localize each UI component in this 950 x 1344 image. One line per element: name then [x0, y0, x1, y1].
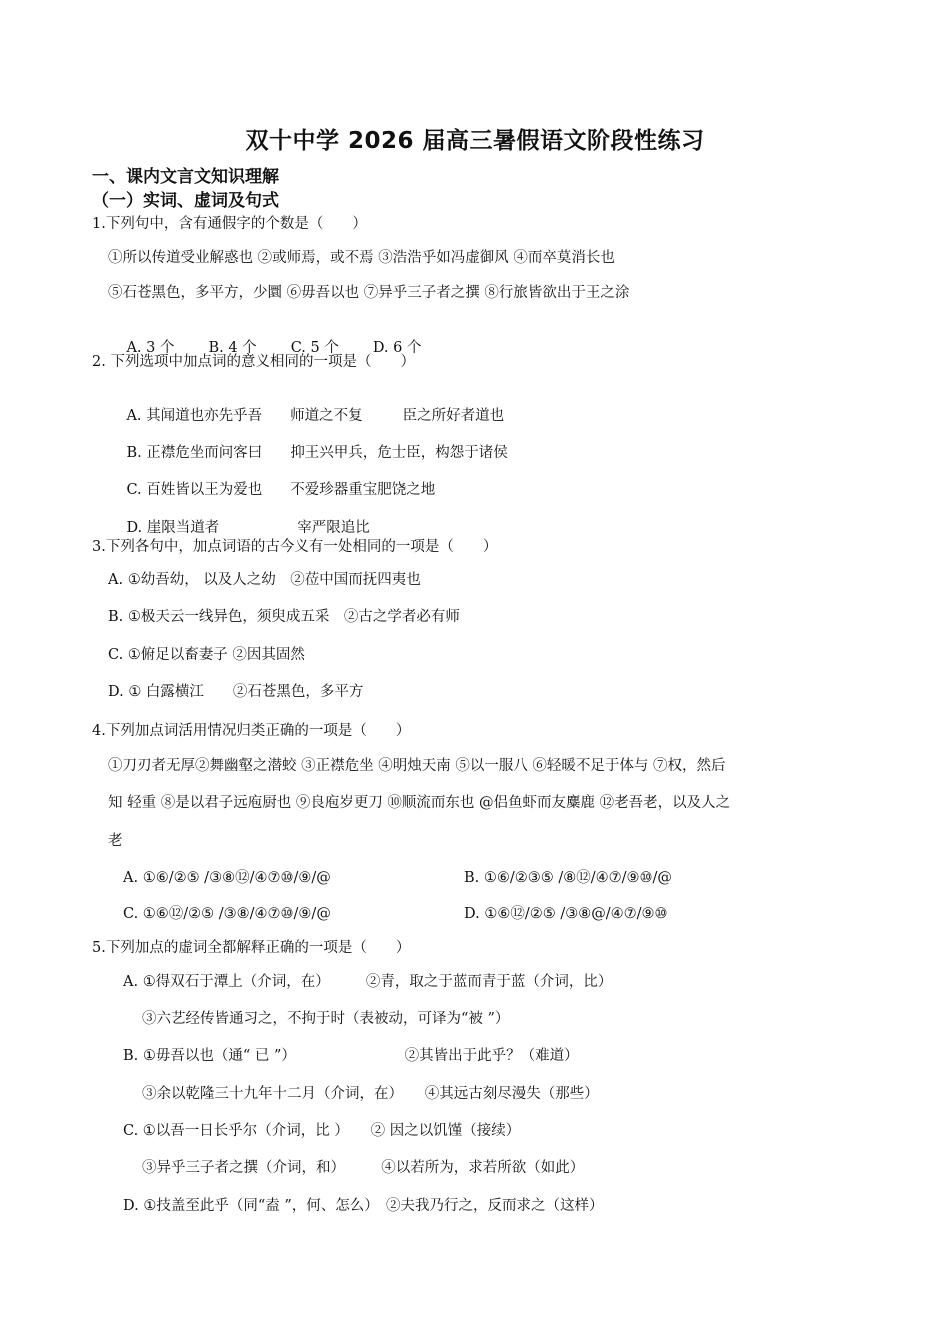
question-3-stem: 3.下列各句中，加点词语的古今义有一处相同的一项是（ ）	[92, 539, 498, 555]
question-3-option-b: B. ①极天云一线异色，须臾成五采 ②古之学者必有师	[108, 609, 460, 625]
option-d: D. 6 个	[372, 340, 422, 356]
question-4-option-c: C. ①⑥⑫/②⑤ /③⑧/④⑦⑩/⑨/@	[123, 906, 331, 922]
question-4-line-1: ①刀刃者无厚②舞幽壑之潜蛟 ③正襟危坐 ④明烛天南 ⑤以一服八 ⑥轻暖不足于体与 ⑦权，然后	[108, 758, 726, 774]
phrase: A. 其闻道也亦先乎吾	[126, 408, 263, 424]
question-2-stem: 2. 下列选项中加点词的意义相同的一项是（ ）	[92, 354, 415, 370]
question-5-option-b-line-2: ③余以乾隆三十九年十二月（介词，在） ④其远古刻尽漫失（那些）	[142, 1086, 599, 1102]
option-b: B. 4 个	[208, 340, 257, 356]
question-4-option-b: B. ①⑥/②③⑤ /⑧⑫/④⑦/⑨⑩/@	[464, 870, 672, 886]
phrase: 宰严限追比	[297, 520, 370, 536]
question-1-line-2: ⑤石苍黑色，多平方，少圜 ⑥毋吾以也 ⑦异乎三子者之撰 ⑧行旅皆欲出于王之涂	[108, 285, 630, 301]
subsection-heading: （一）实词、虚词及句式	[92, 191, 279, 211]
phrase: 不爱珍器重宝肥饶之地	[290, 482, 436, 498]
question-5-option-c-line-1: C. ①以吾一日长乎尔（介词，比 ） ② 因之以饥馑（接续）	[123, 1123, 521, 1139]
phrase: D. 崖限当道者	[126, 520, 220, 536]
phrase: 臣之所好者道也	[402, 408, 505, 424]
option-c: C. 5 个	[290, 340, 339, 356]
section-heading: 一、课内文言文知识理解	[92, 167, 279, 187]
phrase: B. 正襟危坐而问客曰	[126, 445, 263, 461]
option-a: A. 3 个	[126, 340, 175, 356]
question-4-line-3: 老	[108, 833, 123, 849]
question-4-option-d: D. ①⑥⑫/②⑤ /③⑧@/④⑦/⑨⑩	[464, 906, 668, 922]
question-4-option-a: A. ①⑥/②⑤ /③⑧⑫/④⑦⑩/⑨/@	[123, 870, 331, 886]
question-3-option-d: D. ① 白露横江 ②石苍黑色，多平方	[108, 684, 364, 700]
question-5-option-b-line-1: B. ①毋吾以也（通“ 已 ”） ②其皆出于此乎？（难道）	[123, 1048, 579, 1064]
phrase: 师道之不复	[290, 408, 363, 424]
phrase: 抑王兴甲兵，危士臣，构怨于诸侯	[290, 445, 508, 461]
question-1-line-1: ①所以传道受业解惑也 ②或师焉，或不焉 ③浩浩乎如冯虚御风 ④而卒莫消长也	[108, 250, 615, 266]
question-5-option-a-line-1: A. ①得双石于潭上（介词，在） ②青，取之于蓝而青于蓝（介词，比）	[123, 974, 613, 990]
question-5-stem: 5.下列加点的虚词全都解释正确的一项是（ ）	[92, 940, 411, 956]
question-3-option-a: A. ①幼吾幼， 以及人之幼 ②莅中国而抚四夷也	[108, 572, 421, 588]
question-5-option-a-line-2: ③六艺经传皆通习之，不拘于时（表被动，可译为“被 ”）	[142, 1011, 510, 1027]
page-title: 双十中学 2026 届高三暑假语文阶段性练习	[245, 128, 705, 154]
phrase: C. 百姓皆以王为爱也	[126, 482, 263, 498]
question-4-line-2: 知 轻重 ⑧是以君子远庖厨也 ⑨良庖岁更刀 ⑩顺流而东也 @侣鱼虾而友麋鹿 ⑫老吾老，以及人之	[108, 795, 731, 811]
question-3-option-c: C. ①俯足以畜妻子 ②因其固然	[108, 647, 305, 663]
question-5-option-c-line-2: ③异乎三子者之撰（介词，和） ④以若所为，求若所欲（如此）	[142, 1160, 585, 1176]
question-4-stem: 4.下列加点词活用情况归类正确的一项是（ ）	[92, 723, 411, 739]
question-5-option-d-line-1: D. ①技盖至此乎（同“盍 ”，何、怎么） ②夫我乃行之，反而求之（这样）	[123, 1198, 604, 1214]
question-1-stem: 1.下列句中，含有通假字的个数是（ ）	[92, 216, 367, 232]
